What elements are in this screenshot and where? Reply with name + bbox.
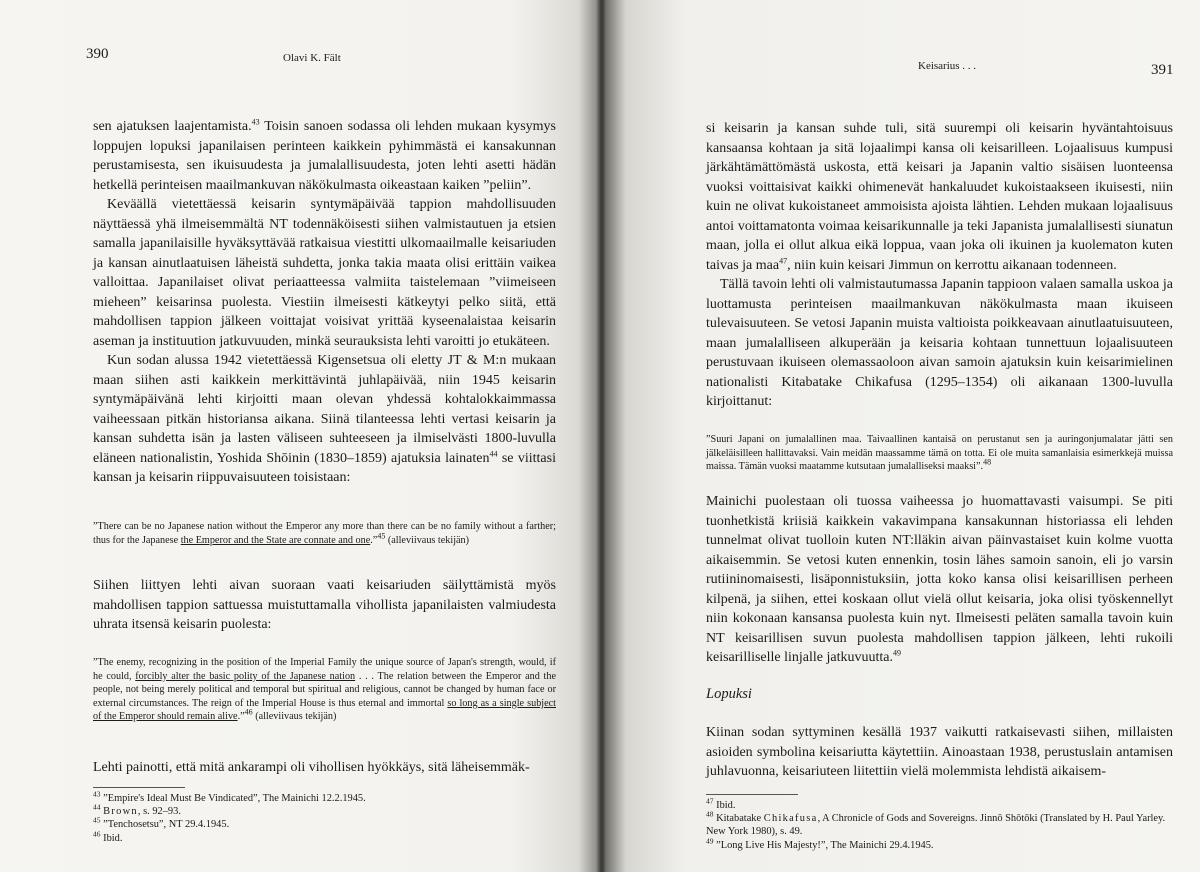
paragraph: Kiinan sodan syttyminen kesällä 1937 vaikutti ratkaisevasti siihen, millaisten asioiden symbolina keisariutta käytettiin. Ainoastaan 1938, perustuslain antamisen juhlavuonna, keisariuteen liitettiin vielä molemmista lehdistä aikaisem- bbox=[706, 725, 1173, 779]
right-body-top bbox=[706, 119, 1173, 412]
block-quote-1: ”There can be no Japanese nation without the Emperor any more than there can be no family without a farther; thus for the Japanese the Emperor and the State are connate and one.”$^{45}$ (alleviivaus tekijän) bbox=[93, 521, 556, 546]
footnote: $^{47}$ Ibid. bbox=[706, 796, 736, 811]
section-heading: Lopuksi bbox=[706, 686, 752, 702]
footnote: $^{44}$ Brown, s. 92–93. bbox=[93, 802, 181, 818]
paragraph: Mainichi puolestaan oli tuossa vaiheessa jo huomattavasti vaisumpi. Se piti tuonhetkistä kriisiä kaikkein vakavimpana kansakunnan historiassa eli lehden tunnelmat olivat tuolloin kuten NT:lläkin aivan päinvastaiset kuin kolme vuotta aikaisemmin. Se vetosi kuten ennenkin, tosin lähes samoin sanoin, eli jo varsin rutiininomaisesti, lisäponnistuksiin, jotta koko kansa olisi keisarillisen perheen kilpenä, ja siihen, ettei koskaan ollut vielä ollut keisaria, joka olisi työskennellyt niin kokonaan kansansa puolesta kuin nyt. Ilmeisesti peläten samalla tavoin kuin NT keisarillisen suvun puolesta mahdollisen tappion jälkeen, lehti rukoili keisarilliselle linjalle jatkuvuutta.$^{49}$ bbox=[706, 494, 1173, 665]
footnote-rule bbox=[93, 787, 185, 788]
page-number-right: 391 bbox=[1151, 62, 1174, 78]
footnote-rule bbox=[706, 794, 798, 795]
paragraph: Siihen liittyen lehti aivan suoraan vaati keisariuden säilyttämistä myös mahdollisen tappion sattuessa muistuttamalla vihollista japanilaisten valmiudesta uhrata itsensä keisarin puolesta: bbox=[93, 578, 556, 632]
left-body-mid bbox=[93, 576, 556, 635]
running-head-left: Olavi K. Fält bbox=[283, 52, 341, 64]
block-quote-3: ”Suuri Japani on jumalallinen maa. Taivaallinen kantaisä on perustanut sen ja auringonjumalatar jätti sen jälkeläisilleen hallittavaksi. Vain meidän maassamme tämä on totta. Ei ole muita samanlaisia esimerkkejä muissa maissa. Tämän vuoksi maatamme kutsutaan jumalalliseksi maaksi”.$^{48}$ bbox=[706, 434, 1173, 473]
left-body-end bbox=[93, 758, 556, 778]
right-body-mid bbox=[706, 492, 1173, 668]
paragraph: Tällä tavoin lehti oli valmistautumassa Japanin tappioon valaen samalla uskoa ja luottamusta perinteisen maailmankuvan näkökulmasta maan ikuiseen tulevaisuuteen. Se vetosi Japanin muista valtioista poikkeavaan ainutlaatuisuuteen, maan jumalalliseen alkuperään ja keisaria kohtaan tunnettuun lojaalisuuteen perustuvaan ikuiseen olemassaoloon aivan samoin ajatuksin kuin keisarimielinen nationalisti Kitabatake Chikafusa (1295–1354) oli aikanaan 1300-luvulla kirjoittanut: bbox=[706, 277, 1173, 409]
footnote: $^{45}$ ”Tenchosetsu”, NT 29.4.1945. bbox=[93, 815, 230, 831]
paragraph: Keväällä vietettäessä keisarin syntymäpäivää tappion mahdollisuuden näyttäessä yhä ilmeisemmältä NT todennäköisesti siihen valmistautuen ja etsien samalla japanilaisille hyväksyttävää ratkaisua viestitti ulkomaailmalle keisariuden ja kansan ainutlaatuisen läheistä suhdetta, jonka takia maata olisi erittäin vaikea valloittaa. Japanilaiset olivat periaatteessa valmiita taistelemaan ”viimeiseen mieheen” keisarinsa puolesta. Viestiin ilmeisesti kätkeytyi pelko siitä, että mahdollisen tappion jälkeen voittajat voisivat yrittää kyseenalaistaa keisarin aseman ja instituution jatkuvuuden, minkä seurauksista lehti varoitti jo etukäteen. bbox=[93, 197, 556, 349]
paragraph: si keisarin ja kansan suhde tuli, sitä suurempi oli keisarin hyväntahtoisuus kansaansa kohtaan ja sitä lojaalimpi kansa oli keisarilleen. Lojaalisuus kumpusi järkähtämättömästä uskosta, että keisari ja Japanin valtio sisäisen luonteensa vuoksi voittaisivat kaikki ohimenevät hankaluudet kukoistaakseen ikuisesti, niin kuin ne olivat kukoistaneet ammoisista ajoista lähtien. Lehden mukaan lojaalisuus antoi voittamatonta voimaa keisarikunnalle ja teki Japanista jumalallisesti siunatun maan, jolla ei ollut alkua eikä loppua, vaan joka oli ikuinen ja kuolematon kuten taivas ja maa$^{47}$, niin kuin keisari Jimmun on kerrottu aikanaan todenneen. bbox=[706, 121, 1173, 273]
footnote: $^{48}$ Kitabatake Chikafusa, A Chronicle of Gods and Sovereigns. Jinnō Shōtōki (Translated by H. Paul Yarley. New York 1980), s. 49. bbox=[706, 809, 1166, 838]
paragraph: sen ajatuksen laajentamista.$^{43}$ Toisin sanoen sodassa oli lehden mukaan kysymys loppujen lopuksi japanilaisen perinteen kaikkein pyhimmästä ei kansakunnan perustamisesta, sen ikuisuudesta ja jumalallisuudesta, joten lehti asetti hädän hetkellä perinteisen maailmankuvan näkökulmasta oikeastaan kaiken ”peliin”. bbox=[93, 117, 556, 193]
left-body-top bbox=[93, 117, 556, 488]
footnote: $^{49}$ ”Long Live His Majesty!”, The Mainichi 29.4.1945. bbox=[706, 836, 934, 851]
footnotes-right bbox=[706, 796, 1173, 852]
footnote: $^{46}$ Ibid. bbox=[93, 829, 123, 844]
block-quote-2: ”The enemy, recognizing in the position of the Imperial Family the unique source of Japan's strength, would, if he could, forcibly alter the basic polity of the Japanese nation . . . The relation between the Emperor and the people, not being merely political and temporal but spiritual and religious, cannot be changed by human face or external circumstances. The reign of the Imperial House is thus eternal and immortal so long as a single subject of the Emperor should remain alive.”$^{46}$ (alleviivaus tekijän) bbox=[93, 657, 556, 723]
page-number-left: 390 bbox=[86, 46, 109, 62]
paragraph: Kun sodan alussa 1942 vietettäessä Kigensetsua oli eletty JT & M:n mukaan maan siihen asti kaikkein merkittävintä juhlapäivää, niin 1945 keisarin syntymäpäivänä lehti kirjoitti maan olevan yhdessä kohtalokkaimmassa vaiheessaan pitkän historiansa aikana. Siinä tilanteessa lehti vertasi keisarin ja kansan suhdetta isän ja lasten väliseen suhteeseen ja ilmiselvästi 1800-luvulla eläneen nationalistin, Yoshida Shōinin (1830–1859) ajatuksia lainaten$^{44}$ se viittasi kansan ja keisarin riippuvaisuuteen toisistaan: bbox=[93, 353, 556, 485]
footnote: $^{43}$ ”Empire's Ideal Must Be Vindicated”, The Mainichi 12.2.1945. bbox=[93, 789, 366, 804]
running-head-right: Keisarius . . . bbox=[918, 60, 977, 72]
footnotes-left bbox=[93, 789, 556, 845]
right-body-end bbox=[706, 723, 1173, 782]
right-page bbox=[602, 0, 1200, 872]
paragraph: Lehti painotti, että mitä ankarampi oli vihollisen hyökkäys, sitä läheisemmäk- bbox=[93, 760, 530, 775]
gutter-shadow bbox=[596, 0, 606, 872]
